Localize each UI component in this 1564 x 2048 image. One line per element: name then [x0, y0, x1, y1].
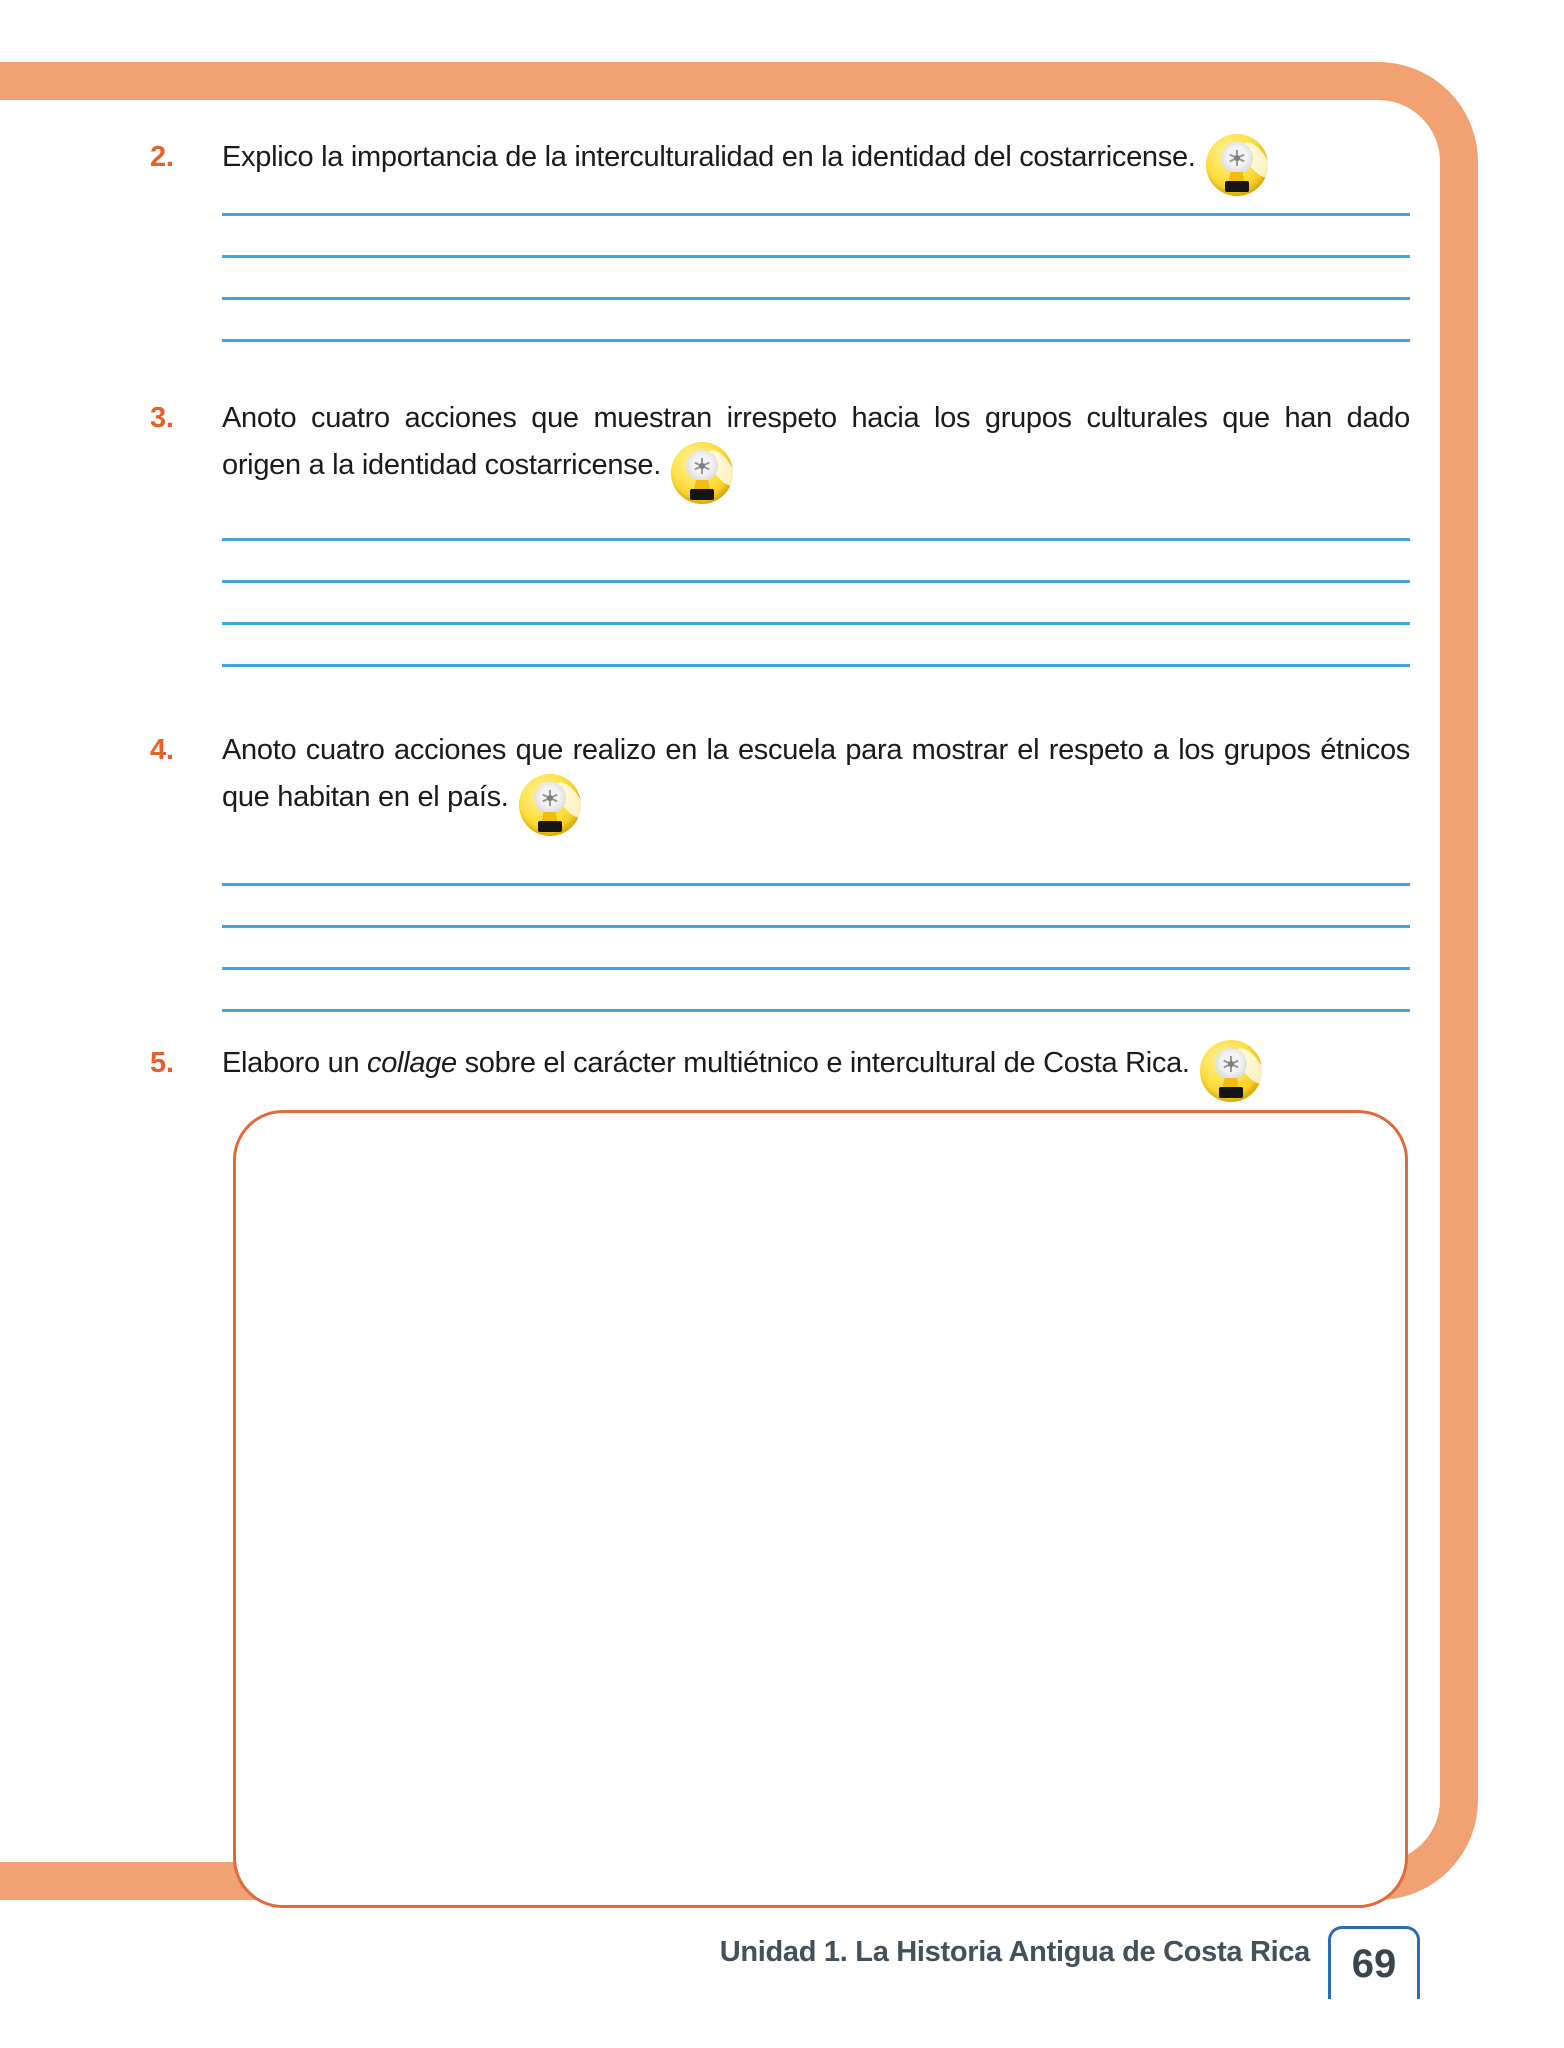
answer-lines-item-2 — [222, 213, 1410, 342]
answer-line — [222, 622, 1410, 625]
footer-unit-label: Unidad 1. La Historia Antigua de Costa Rica — [719, 1936, 1310, 1968]
page-number-box — [1328, 1926, 1420, 1999]
lightbulb-icon — [519, 774, 581, 836]
bulb-filament — [1230, 1056, 1232, 1072]
page-number: 69 — [1351, 1941, 1397, 1986]
lightbulb-icon — [1206, 134, 1268, 196]
item-text-italic: collage — [367, 1047, 457, 1079]
bulb-base — [538, 821, 562, 832]
bulb-filament — [549, 790, 551, 806]
answer-line — [222, 883, 1410, 886]
answer-line — [222, 580, 1410, 583]
answer-lines-item-4 — [222, 883, 1410, 1012]
item-text-run: Explico la importancia de la interculturalidad en la identidad del costarricense. — [222, 141, 1196, 173]
lightbulb-icon — [1200, 1040, 1262, 1102]
item-text — [222, 1040, 1410, 1102]
bulb-glass — [686, 450, 718, 482]
answer-line — [222, 213, 1410, 216]
item-text — [222, 395, 1410, 504]
answer-line — [222, 339, 1410, 342]
item-text-run: sobre el carácter multiétnico e intercultural de Costa Rica. — [456, 1047, 1190, 1079]
lightbulb-icon — [671, 442, 733, 504]
answer-line — [222, 967, 1410, 970]
item-text-run: Anoto cuatro acciones que realizo en la escuela para mostrar el respeto a los grupos étnicos que habitan en el país. — [222, 734, 1410, 813]
exercise-item-3 — [150, 395, 1410, 504]
item-number: 4. — [150, 734, 174, 766]
bulb-glass — [534, 782, 566, 814]
item-text — [222, 134, 1410, 196]
item-number: 3. — [150, 402, 174, 434]
exercise-item-2 — [150, 134, 1410, 196]
item-text-run: Elaboro un — [222, 1047, 368, 1079]
item-text — [222, 727, 1410, 836]
collage-box — [233, 1110, 1408, 1908]
bulb-glass — [1221, 142, 1253, 174]
item-text-run: Anoto cuatro acciones que muestran irrespeto hacia los grupos culturales que han dado origen a la identidad costarricense. — [222, 402, 1410, 481]
answer-line — [222, 538, 1410, 541]
exercise-item-4 — [150, 727, 1410, 836]
bulb-base — [1219, 1087, 1243, 1098]
item-number: 2. — [150, 141, 174, 173]
exercise-content — [150, 100, 1410, 1908]
bulb-filament — [701, 458, 703, 474]
answer-line — [222, 664, 1410, 667]
bulb-glass — [1215, 1048, 1247, 1080]
answer-line — [222, 297, 1410, 300]
answer-line — [222, 925, 1410, 928]
answer-line — [222, 255, 1410, 258]
answer-line — [222, 1009, 1410, 1012]
bulb-base — [690, 489, 714, 500]
answer-lines-item-3 — [222, 538, 1410, 667]
item-number: 5. — [150, 1047, 174, 1079]
exercise-item-5 — [150, 1040, 1410, 1102]
bulb-base — [1225, 181, 1249, 192]
bulb-filament — [1236, 150, 1238, 166]
